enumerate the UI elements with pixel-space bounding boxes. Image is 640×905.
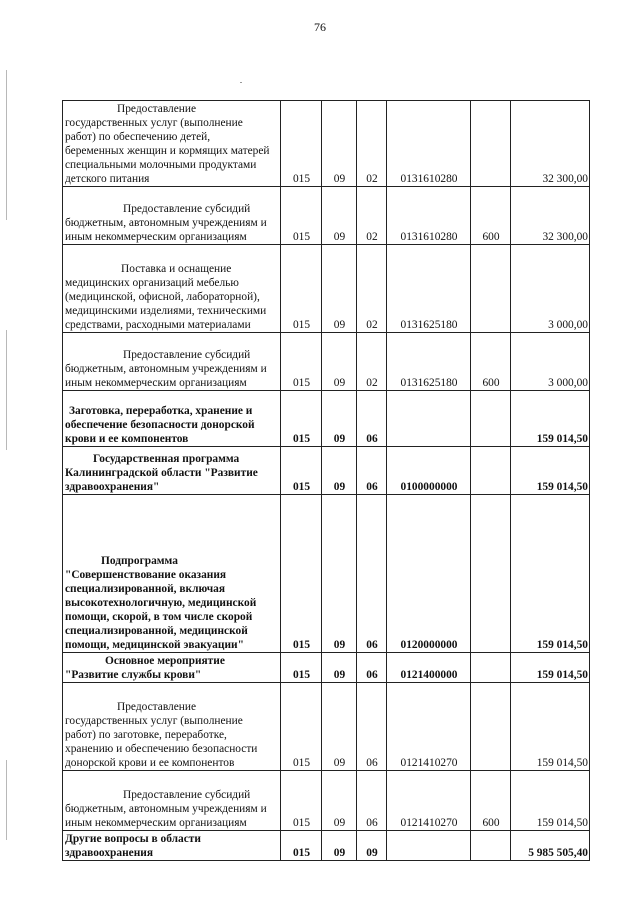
table-row [63,831,590,861]
row-name-cell [63,771,281,831]
section-code-cell: 09 [322,831,357,861]
amount-cell: 32 300,00 [511,101,590,187]
amount-cell: 5 985 505,40 [511,831,590,861]
row-name-cell [63,831,281,861]
amount-cell: 3 000,00 [511,333,590,391]
row-name-line: иным некоммерческим организациям [65,817,247,829]
section-code-cell: 09 [322,683,357,771]
subsection-code-cell: 02 [357,187,387,245]
row-name-line: хранению и обеспечению безопасности [65,743,258,755]
table-row [63,771,590,831]
row-name-cell [63,495,281,653]
row-name-cell [63,245,281,333]
row-name-line: Предоставление субсидий [123,203,251,215]
amount-cell: 159 014,50 [511,447,590,495]
row-name-line: работ) по обеспечению детей, [65,131,211,143]
target-article-cell [387,391,471,447]
row-name-line: иным некоммерческим организациям [65,231,247,243]
row-name-line: "Совершенствование оказания [65,569,227,581]
scan-dot [240,82,242,83]
table-row [63,101,590,187]
expense-type-cell [471,683,511,771]
row-name-line: бюджетным, автономным учреждениям и [65,803,267,815]
scan-mark-bottom [6,760,7,840]
budget-table [62,100,590,861]
target-article-cell: 0121400000 [387,653,471,683]
row-name-line: помощи, скорой, в том числе скорой [65,611,253,623]
expense-type-cell [471,245,511,333]
row-name-line: Основное мероприятие [105,655,225,667]
target-article-cell: 0120000000 [387,495,471,653]
row-name-cell [63,447,281,495]
subsection-code-cell: 02 [357,245,387,333]
amount-cell: 3 000,00 [511,245,590,333]
table-row [63,683,590,771]
row-name-line: бюджетным, автономным учреждениям и [65,217,267,229]
row-name-line: Предоставление [117,103,197,115]
table-row [63,653,590,683]
target-article-cell [387,831,471,861]
section-code-cell: 09 [322,653,357,683]
amount-cell: 32 300,00 [511,187,590,245]
scan-mark-top [6,70,7,220]
expense-type-cell [471,831,511,861]
row-name-line: помощи, медицинской эвакуации" [65,639,244,651]
table-body [63,101,590,861]
ministry-code-cell: 015 [281,101,322,187]
row-name-line: иным некоммерческим организациям [65,377,247,389]
table-row [63,495,590,653]
subsection-code-cell: 02 [357,101,387,187]
row-name-cell [63,683,281,771]
subsection-code-cell: 02 [357,333,387,391]
row-name-line: беременных женщин и кормящих матерей [65,145,270,157]
ministry-code-cell: 015 [281,831,322,861]
expense-type-cell [471,447,511,495]
target-article-cell: 0121410270 [387,683,471,771]
row-name-line: медицинских организаций мебелью [65,277,239,289]
row-name-line: Государственная программа [93,453,240,465]
row-name-line: Подпрограмма [101,555,178,567]
expense-type-cell [471,101,511,187]
target-article-cell: 0121410270 [387,771,471,831]
section-code-cell: 09 [322,391,357,447]
ministry-code-cell: 015 [281,653,322,683]
subsection-code-cell: 06 [357,391,387,447]
row-name-line: (медицинской, офисной, лабораторной), [65,291,260,303]
row-name-line: Поставка и оснащение [121,263,232,275]
row-name-cell [63,333,281,391]
ministry-code-cell: 015 [281,495,322,653]
row-name-line: Другие вопросы в области [65,833,201,845]
ministry-code-cell: 015 [281,683,322,771]
scan-mark-mid [6,330,7,450]
subsection-code-cell: 06 [357,653,387,683]
row-name-line: бюджетным, автономным учреждениям и [65,363,267,375]
row-name-line: государственных услуг (выполнение [65,117,243,129]
subsection-code-cell: 06 [357,771,387,831]
expense-type-cell [471,653,511,683]
target-article-cell: 0100000000 [387,447,471,495]
target-article-cell: 0131625180 [387,245,471,333]
row-name-cell [63,653,281,683]
row-name-line: Предоставление [117,701,197,713]
row-name-line: специализированной, медицинской [65,625,248,637]
target-article-cell: 0131610280 [387,101,471,187]
row-name-line: здравоохранения [65,847,153,859]
section-code-cell: 09 [322,245,357,333]
row-name-line: "Развитие службы крови" [65,669,202,681]
section-code-cell: 09 [322,771,357,831]
amount-cell: 159 014,50 [511,683,590,771]
subsection-code-cell: 06 [357,495,387,653]
row-name-line: детского питания [65,173,150,185]
target-article-cell: 0131610280 [387,187,471,245]
section-code-cell: 09 [322,187,357,245]
row-name-line: специализированной, включая [65,583,226,595]
section-code-cell: 09 [322,101,357,187]
ministry-code-cell: 015 [281,333,322,391]
ministry-code-cell: 015 [281,771,322,831]
subsection-code-cell: 09 [357,831,387,861]
table-row [63,391,590,447]
row-name-line: специальными молочными продуктами [65,159,257,171]
ministry-code-cell: 015 [281,245,322,333]
row-name-cell [63,187,281,245]
table-row [63,447,590,495]
row-name-line: донорской крови и ее компонентов [65,757,235,769]
amount-cell: 159 014,50 [511,391,590,447]
row-name-line: работ) по заготовке, переработке, [65,729,227,741]
row-name-cell [63,391,281,447]
expense-type-cell [471,495,511,653]
section-code-cell: 09 [322,333,357,391]
row-name-line: средствами, расходными материалами [65,319,251,331]
expense-type-cell [471,391,511,447]
subsection-code-cell: 06 [357,447,387,495]
row-name-cell [63,101,281,187]
row-name-line: обеспечение безопасности донорской [65,419,255,431]
expense-type-cell: 600 [471,187,511,245]
expense-type-cell: 600 [471,771,511,831]
row-name-line: здравоохранения" [65,481,160,493]
subsection-code-cell: 06 [357,683,387,771]
row-name-line: Заготовка, переработка, хранение и [69,405,253,417]
row-name-line: государственных услуг (выполнение [65,715,243,727]
ministry-code-cell: 015 [281,391,322,447]
row-name-line: медицинскими изделиями, техническими [65,305,267,317]
section-code-cell: 09 [322,447,357,495]
row-name-line: Предоставление субсидий [123,349,251,361]
row-name-line: крови и ее компонентов [65,433,189,445]
row-name-line: высокотехнологичную, медицинской [65,597,257,609]
amount-cell: 159 014,50 [511,653,590,683]
ministry-code-cell: 015 [281,187,322,245]
table-row [63,187,590,245]
table-row [63,245,590,333]
table-row [63,333,590,391]
row-name-line: Калининградской области "Развитие [65,467,258,479]
ministry-code-cell: 015 [281,447,322,495]
target-article-cell: 0131625180 [387,333,471,391]
row-name-line: Предоставление субсидий [123,789,251,801]
expense-type-cell: 600 [471,333,511,391]
section-code-cell: 09 [322,495,357,653]
amount-cell: 159 014,50 [511,495,590,653]
page-number: 76 [314,20,326,34]
amount-cell: 159 014,50 [511,771,590,831]
